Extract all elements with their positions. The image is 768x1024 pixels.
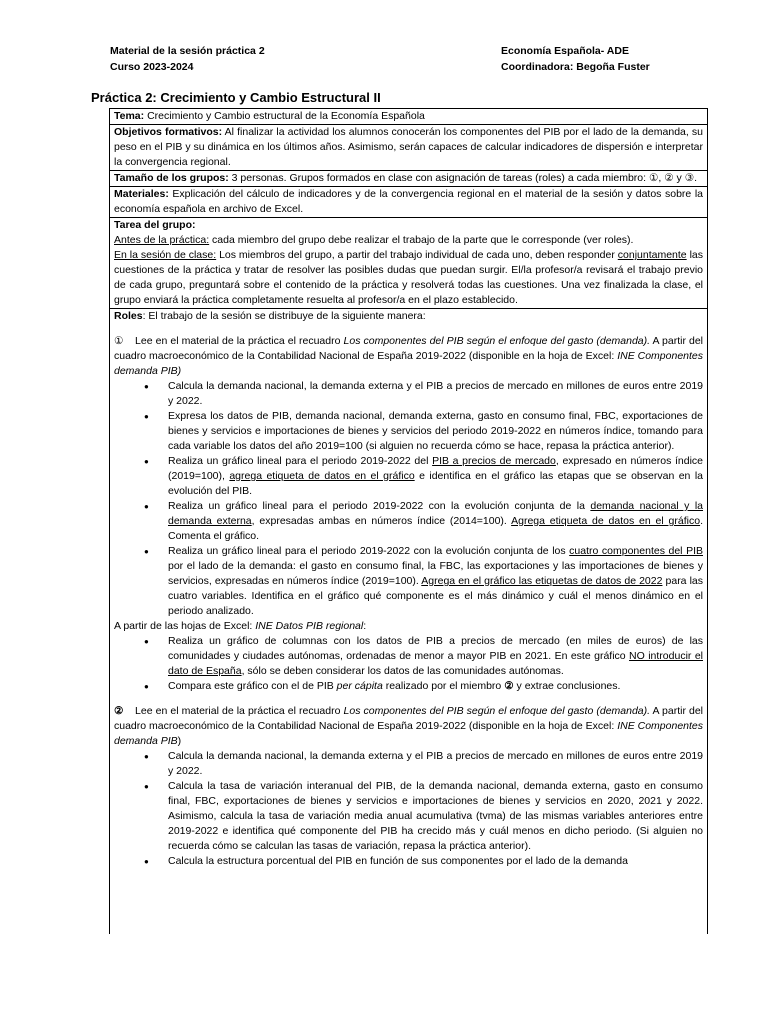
b3-underlined-2: agrega etiqueta de datos en el gráfico <box>229 470 415 482</box>
row-materiales <box>110 187 707 218</box>
tarea-antes <box>114 233 703 248</box>
tema-text: Crecimiento y Cambio estructural de la Economía Española <box>144 110 425 122</box>
b6-text-b: , sólo se deben considerar los datos de las comunidades autónomas. <box>241 665 564 677</box>
sesion-text-2: las cuestiones de la práctica y tratar de resolver las posibles dudas que puedan surgir. El/la profesor/a revisará el trabajo previo de cada grupo, preguntará sobre el contenido de la práctica y resolverá todas las cuestiones. Una vez finalizada la clase, el grupo enviará la práctica completamente resuelta al profesor/a en el plazo establecido. <box>114 249 703 306</box>
row-tamano <box>110 171 707 187</box>
b3-text-b: , expresado en números índice (2019=100), <box>168 455 704 482</box>
header-course: Curso 2023-2024 <box>110 61 194 73</box>
role-1-text-italic: Los componentes del PIB según el enfoque del gasto (demanda). <box>343 335 651 347</box>
b5-underlined-1: cuatro componentes del PIB <box>569 545 703 557</box>
role-1-bullet-5 <box>168 544 703 619</box>
b6-underlined: NO introducir el dato de España <box>168 650 703 677</box>
role-1-bullet-6 <box>168 634 703 679</box>
sesion-text-1: Los miembros del grupo, a partir del trabajo individual de cada uno, deben responder <box>216 249 618 261</box>
role-1-regional-intro <box>114 619 703 634</box>
b4-text-b: , expresadas ambas en números índice (2014=100). <box>251 515 512 527</box>
role-2-text-italic-2: INE Componentes demanda PIB <box>114 720 703 747</box>
role-1-bullet-3 <box>168 454 703 499</box>
role-2-number: ② <box>114 705 124 717</box>
materiales-text: Explicación del cálculo de indicadores y de la convergencia regional en el material de la sesión y datos sobre la economía española en archivo de Excel. <box>114 188 703 215</box>
row-objetivos <box>110 125 707 171</box>
role-2-list <box>114 749 703 869</box>
role-1-bullet-7 <box>168 679 703 694</box>
sesion-label: En la sesión de clase: <box>114 249 217 261</box>
b5-text-c: para las cuatro variables. Identifica en el gráfico qué componente es el más dinámico y cuál el menos dinámico en el periodo analizado. <box>168 575 704 617</box>
b3-underlined-1: PIB a precios de mercado <box>432 455 556 467</box>
header-session: Material de la sesión práctica 2 <box>110 45 265 57</box>
header-coordinator: Coordinadora: Begoña Fuster <box>501 61 650 73</box>
b4-underlined-1: demanda nacional y la demanda externa <box>168 500 704 527</box>
tamano-text: 3 personas. Grupos formados en clase con asignación de tareas (roles) a cada miembro: ①, ② y ③. <box>228 172 698 184</box>
role-1-bullet-1: ● Calcula la demanda nacional, la demanda externa y el PIB a precios de mercado en millones de euros entre 2019 y 2022. <box>168 379 703 409</box>
role-2-bullet-2: ● Calcula la tasa de variación interanual del PIB, de la demanda nacional, demanda externa, gasto en consumo final, FBC, exportaciones de bienes y servicios e importaciones de bienes y servicios en 2020, 2021 y 2022. Asimismo, calcula la tasa de variación media anual acumulativa (tvma) de las mismas variables anteriores entre 2019-2022 e identifica qué componente del PIB ha crecido más y cuál menos en dicho periodo. (Si alguien no recuerda cómo se calculan las tasas de variación, repasa la práctica anterior). <box>168 779 703 854</box>
roles-intro-text: : El trabajo de la sesión se distribuye de la siguiente manera: <box>142 310 426 322</box>
b5-text-a: Realiza un gráfico lineal para el periodo 2019-2022 con la evolución conjunta de los <box>168 545 570 557</box>
page-title: Práctica 2: Crecimiento y Cambio Estructural II <box>91 90 381 105</box>
tarea-sesion <box>114 248 703 308</box>
objetivos-text: Al finalizar la actividad los alumnos conocerán los componentes del PIB por el lado de la demanda, su peso en el PIB y su dinámica en los últimos años. Asimismo, serán capaces de calcular indicadores de dispersión e interpretar la convergencia regional. <box>114 126 703 168</box>
header-subject: Economía Española- ADE <box>501 45 629 57</box>
tamano-label: Tamaño de los grupos: <box>114 172 229 184</box>
header-left <box>110 43 265 75</box>
sesion-underlined: conjuntamente <box>617 249 687 261</box>
b3-text-c: e identifica en el gráfico las etapas que se observan en la evolución del PIB. <box>168 470 703 497</box>
roles-intro <box>114 309 703 324</box>
role-2-text-b: A partir del cuadro macroeconómico de la Contabilidad Nacional de España 2019-2022 (disponible en la hoja de Excel: <box>114 705 704 732</box>
b4-text-a: Realiza un gráfico lineal para el periodo 2019-2022 con la evolución conjunta de la <box>168 500 591 512</box>
role-2-intro <box>114 704 703 749</box>
b7-member-number: ② <box>504 680 514 692</box>
role-1-intro <box>114 334 703 379</box>
p2-text-italic: INE Datos PIB regional <box>255 620 364 632</box>
b7-text-b: realizado por el miembro <box>382 680 505 692</box>
antes-text: cada miembro del grupo debe realizar el trabajo de la parte que le corresponde (ver roles). <box>209 234 634 246</box>
b3-text-a: Realiza un gráfico lineal para el periodo 2019-2022 del <box>168 455 433 467</box>
antes-label: Antes de la práctica: <box>114 234 210 246</box>
b6-text-a: Realiza un gráfico de columnas con los datos de PIB a precios de mercado (en miles de euros) de las comunidades y ciudades autónomas, ordenadas de menor a mayor PIB en 2021. En este gráfico <box>168 635 703 662</box>
row-tarea <box>110 218 707 309</box>
role-1-text-italic-2: INE Componentes demanda PIB) <box>114 350 703 377</box>
b7-text-italic: per cápita <box>336 680 383 692</box>
roles-label: Roles <box>114 310 143 322</box>
b7-text-c: y extrae conclusiones. <box>513 680 621 692</box>
p2-text-a: A partir de las hojas de Excel: <box>114 620 256 632</box>
role-1-text-b: A partir del cuadro macroeconómico de la Contabilidad Nacional de España 2019-2022 (disponible en la hoja de Excel: <box>114 335 704 362</box>
role-2-bullet-1: ● Calcula la demanda nacional, la demanda externa y el PIB a precios de mercado en millones de euros entre 2019 y 2022. <box>168 749 703 779</box>
row-roles <box>110 309 707 869</box>
role-2-bullet-3: ● Calcula la estructura porcentual del PIB en función de sus componentes por el lado de la demanda <box>168 854 703 869</box>
tarea-label: Tarea del grupo: <box>114 219 196 231</box>
role-2-text-italic: Los componentes del PIB según el enfoque del gasto (demanda). <box>343 705 651 717</box>
materiales-label: Materiales: <box>114 188 169 200</box>
b4-text-c: . Comenta el gráfico. <box>168 515 703 542</box>
header-right <box>501 43 650 75</box>
tema-label: Tema: <box>114 110 145 122</box>
role-2-text-a: Lee en el material de la práctica el recuadro <box>132 705 344 717</box>
role-1-list <box>114 379 703 619</box>
practice-table <box>109 108 708 934</box>
b4-underlined-2: Agrega etiqueta de datos en el gráfico <box>511 515 701 527</box>
objetivos-label: Objetivos formativos: <box>114 126 223 138</box>
role-1-bullet-4 <box>168 499 703 544</box>
role-1-text-a: Lee en el material de la práctica el recuadro <box>132 335 344 347</box>
row-tema <box>110 109 707 125</box>
b5-underlined-2: Agrega en el gráfico las etiquetas de datos de 2022 <box>421 575 663 587</box>
role-2-text-c: ) <box>177 735 182 747</box>
p2-text-b: : <box>363 620 367 632</box>
role-1-number: ① <box>114 335 124 347</box>
b5-text-b: por el lado de la demanda: el gasto en consumo final, la FBC, las exportaciones y las importaciones de bienes y servicios, expresadas en números índice (2019=100). <box>168 560 703 587</box>
b7-text-a: Compara este gráfico con el de PIB <box>168 680 337 692</box>
role-1-bullet-2: ● Expresa los datos de PIB, demanda nacional, demanda externa, gasto en consumo final, FBC, exportaciones de bienes y servicios e importaciones de bienes y servicios del periodo 2019-2022 en números índice, tomando para cada variable los datos del año 2019=100 (si alguien no recuerda cómo se hace, repasa la práctica anterior). <box>168 409 703 454</box>
role-1-regional-list <box>114 634 703 694</box>
